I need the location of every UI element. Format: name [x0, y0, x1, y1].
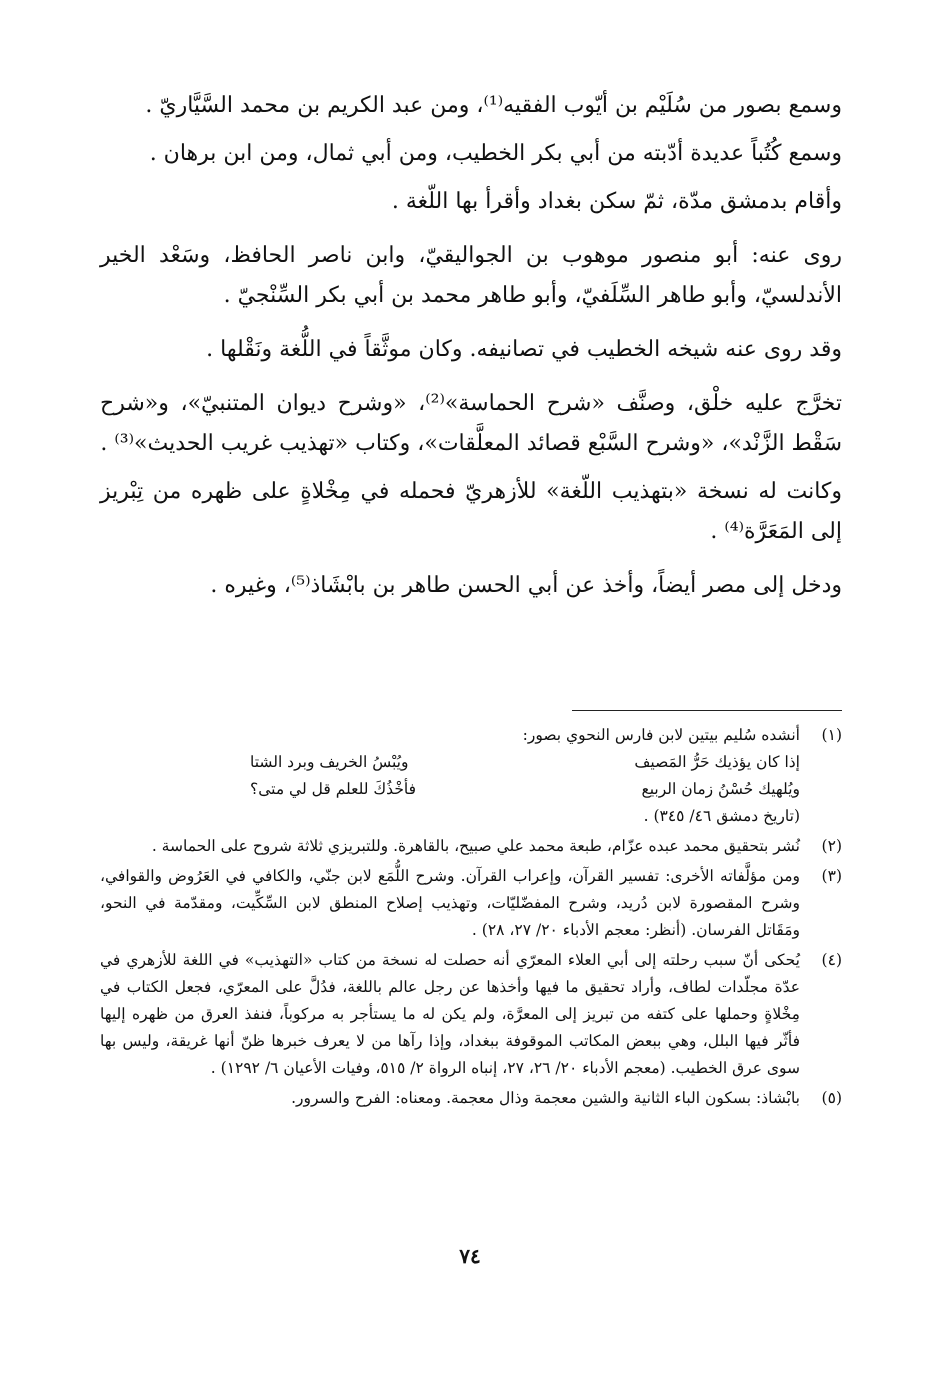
footnote-text: نُشر بتحقيق محمد عبده عزّام، طبعة محمد علي صبيح، بالقاهرة. وللتبريزي ثلاثة شروح على الحماسة . — [151, 837, 800, 855]
footnote-text: أنشده سُليم بيتين لابن فارس النحوي بصور: — [522, 726, 800, 744]
footnote-source: (تاريخ دمشق ٤٦/ ٣٤٥) . — [643, 807, 800, 825]
paragraph-5: وقد روى عنه شيخه الخطيب في تصانيفه. وكان موثَّقاً في اللُّغة ونَقْلها . — [206, 337, 842, 362]
verse-hemistich: إذا كان يؤذيك حَرُّ المَصيف — [634, 753, 800, 771]
verse-line — [100, 776, 800, 803]
footnote-number: (٢) — [821, 837, 842, 855]
verse-line — [100, 749, 800, 776]
verse-hemistich: ويُبْسُ الخريف وبرد الشتا — [250, 753, 409, 771]
paragraph-2: وسمع كُتُباً عديدة أدّبته من أبي بكر الخطيب، ومن أبي ثمال، ومن ابن برهان . — [149, 141, 842, 166]
footnote-5 — [100, 1085, 842, 1112]
paragraph-7: وكانت له نسخة «بتهذيب اللّغة» للأزهريّ فحمله في مِخْلاةٍ على ظهره من تِبْريز إلى المَعَرَّة⁽⁴⁾ . — [100, 479, 842, 544]
paragraph-1: وسمع بصور من سُلَيْم بن أيّوب الفقيه⁽¹⁾، ومن عبد الكريم بن محمد السَّيَّاريّ . — [145, 93, 842, 118]
paragraph-6: تخرَّج عليه خلْق، وصنَّف «شرح الحماسة»⁽²⁾، «وشرح ديوان المتنبيّ»، و«شرح سَقْط الزَّنْد»، «وشرح السَّبْع قصائد المعلَّقات»، وكتاب «تهذيب غريب الحديث»⁽³⁾ . — [100, 391, 842, 456]
footnote-1 — [100, 722, 842, 830]
paragraph-4: روى عنه: أبو منصور موهوب بن الجواليقيّ، وابن ناصر الحافظ، وسَعْد الخير الأندلسيّ، وأبو طاهر السِّلَفيّ، وأبو طاهر محمد بن أبي بكر السِّنْجيّ . — [100, 243, 842, 308]
footnote-number: (٥) — [821, 1089, 842, 1107]
footnote-separator — [572, 710, 842, 711]
footnote-text: بابْشاذ: بسكون الباء الثانية والشين معجمة وذال معجمة. ومعناه: الفرح والسرور. — [291, 1089, 800, 1107]
paragraph-3: وأقام بدمشق مدّة، ثمّ سكن بغداد وأقرأ بها اللّغة . — [391, 189, 842, 214]
verse-hemistich: فأخْذُكَ للعلم قل لي متى؟ — [250, 780, 417, 798]
footnote-4 — [100, 947, 842, 1082]
footnote-text: ومن مؤلَّفاته الأخرى: تفسير القرآن، وإعراب القرآن. وشرح اللُّمَع لابن جنّي، والكافي في العَرُوض والقوافي، وشرح المقصورة لابن دُريد، وشرح المفضّليّات، وتهذيب إصلاح المنطق لابن السِّكِّيت، ومقدّمة في النحو، ومَقَاتل الفرسان. (أنظر: معجم الأدباء ٢٠/ ٢٧، ٢٨) . — [100, 867, 800, 939]
verse-hemistich: ويُلهيك حُسْنُ زمان الربيع — [641, 780, 800, 798]
footnote-text: يُحكى أنّ سبب رحلته إلى أبي العلاء المعرّي أنه حصلت له نسخة من كتاب «التهذيب» في اللغة للأزهري في عدّة مجلّدات لطاف، وأراد تحقيق ما فيها وأخذها عن رجل عالم باللغة، فدُلَّ على المعرّي، فجعل الكتاب في مِخْلاةٍ وحملها على كتفه من تبريز إلى المعرَّة، ولم يكن له ما يستأجر به مركوباً، فنفذ العرق من ظهره إليها فأثّر فيها البلل، وهي ببعض المكاتب الموقوفة ببغداد، وإذا رآها من لا يعرف خبرها ظنّ أنها غريقة، وليس بها سوى عرق الخطيب. (معجم الأدباء ٢٠/ ٢٦، ٢٧، إنباه الرواة ٢/ ٥١٥، وفيات الأعيان ٦/ ١٢٩٢) . — [100, 951, 800, 1077]
footnotes — [100, 722, 842, 1115]
footnote-2 — [100, 833, 842, 860]
footnote-number: (٤) — [821, 951, 842, 969]
paragraph-8: ودخل إلى مصر أيضاً، وأخذ عن أبي الحسن طاهر بن بابْشَاذ⁽⁵⁾، وغيره . — [210, 573, 842, 598]
main-text — [100, 86, 842, 614]
footnote-number: (٣) — [821, 867, 842, 885]
footnote-number: (١) — [821, 726, 842, 744]
footnote-3 — [100, 863, 842, 944]
page-number: ٧٤ — [459, 1244, 481, 1268]
